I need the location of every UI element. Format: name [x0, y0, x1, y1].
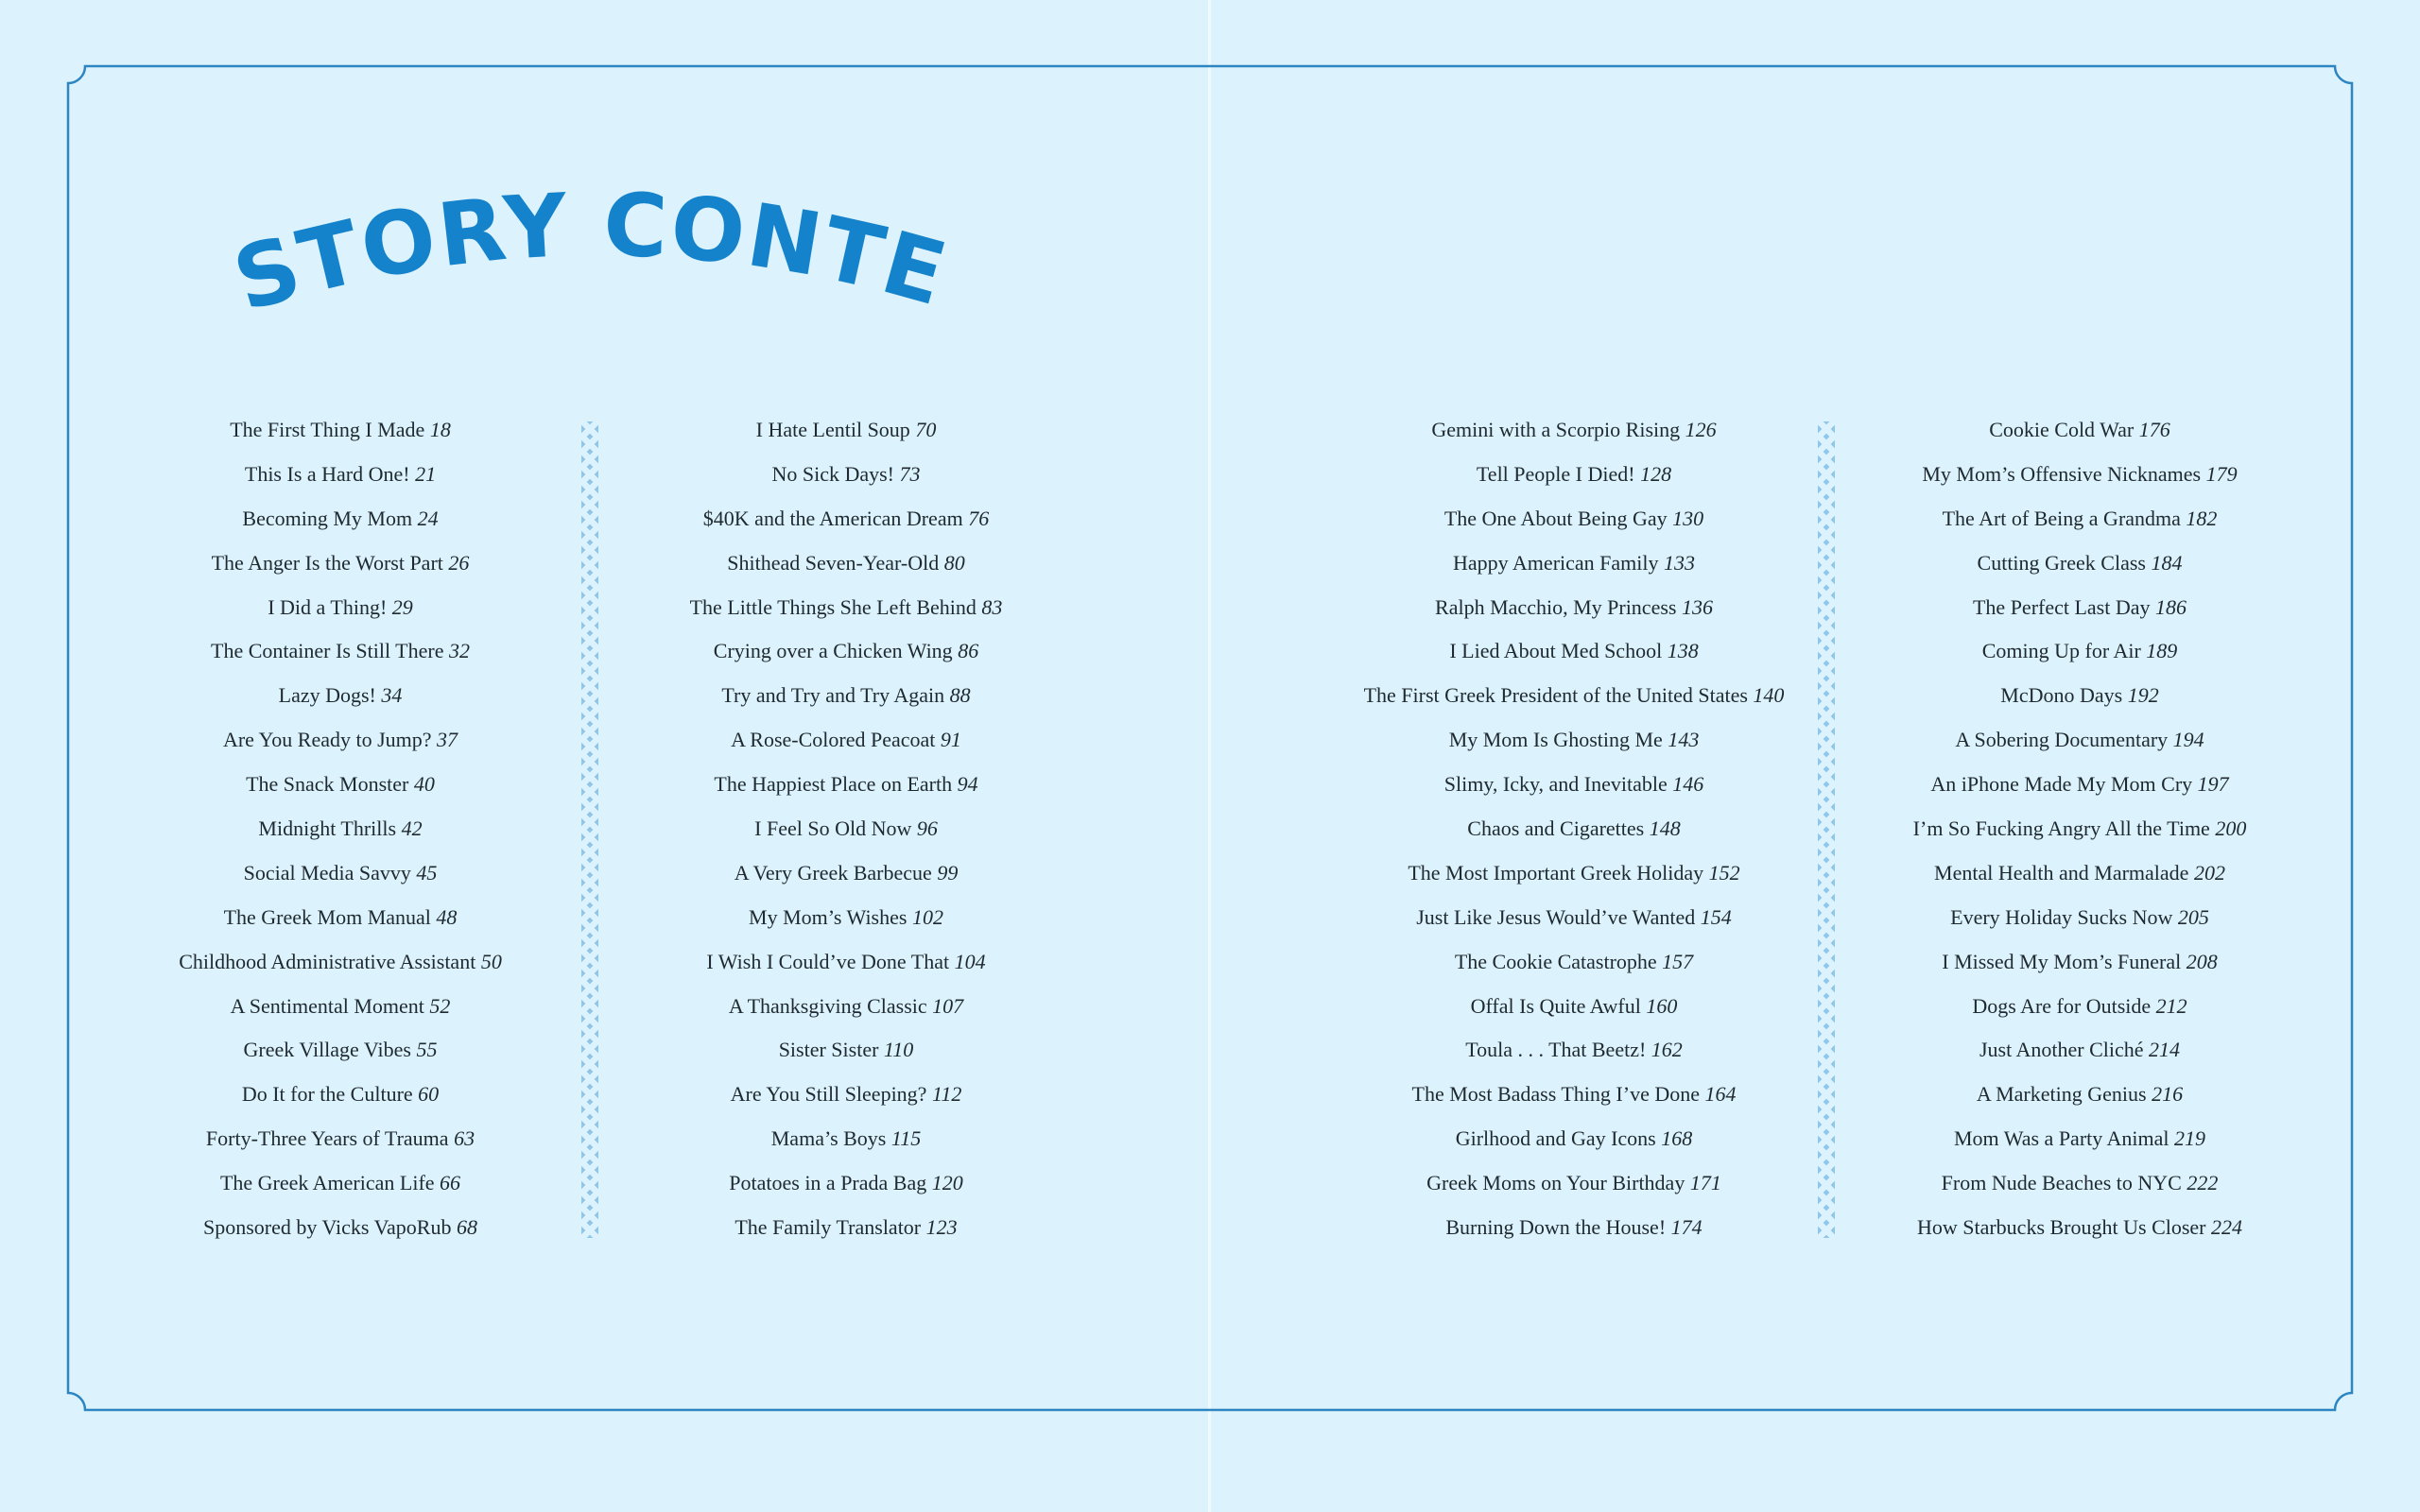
toc-entry-page-number: 224: [2211, 1215, 2243, 1240]
toc-entry-page-number: 48: [436, 904, 458, 929]
toc-entry: [132, 674, 548, 718]
toc-entry-title: Offal Is Quite Awful: [1470, 993, 1641, 1018]
toc-entry-title: The Greek Mom Manual: [223, 904, 431, 929]
toc-entry-title: Social Media Savvy: [243, 860, 411, 885]
toc-column-4: [1872, 408, 2288, 1250]
toc-entry-title: The Perfect Last Day: [1972, 594, 2151, 619]
toc-entry-page-number: 130: [1672, 506, 1704, 530]
toc-entry-page-number: 148: [1649, 816, 1681, 841]
toc-entry-page-number: 40: [413, 772, 435, 797]
toc-entry-page-number: 194: [2172, 728, 2204, 752]
toc-entry-page-number: 91: [940, 728, 961, 752]
patterned-divider: [1818, 421, 1835, 1238]
toc-entry-page-number: 68: [457, 1215, 477, 1240]
toc-entry: [638, 541, 1054, 586]
toc-entry-page-number: 55: [416, 1038, 438, 1062]
toc-entry-page-number: 136: [1681, 594, 1713, 619]
toc-entry-page-number: 174: [1670, 1215, 1703, 1240]
toc-entry: [638, 1206, 1054, 1250]
toc-entry: [1872, 586, 2288, 630]
toc-entry-page-number: 50: [480, 949, 502, 973]
toc-entry: [638, 629, 1054, 674]
toc-entry-title: Are You Ready to Jump?: [222, 728, 432, 752]
toc-entry-page-number: 96: [916, 816, 938, 841]
toc-entry-title: Try and Try and Try Again: [721, 683, 945, 708]
toc-entry: [1872, 896, 2288, 940]
toc-entry-title: The Greek American Life: [219, 1171, 435, 1195]
toc-entry-title: My Mom’s Wishes: [749, 904, 908, 929]
toc-entry-title: Mental Health and Marmalade: [1934, 860, 2189, 885]
toc-entry-page-number: 184: [2151, 550, 2183, 575]
toc-entry-page-number: 18: [429, 418, 451, 441]
toc-entry: [132, 1073, 548, 1117]
toc-entry-page-number: 197: [2197, 772, 2229, 797]
toc-entry-page-number: 45: [416, 860, 438, 885]
toc-entry-title: Dogs Are for Outside: [1972, 993, 2152, 1018]
toc-entry: [1872, 763, 2288, 807]
toc-entry: [1309, 940, 1839, 985]
toc-entry-page-number: 138: [1667, 639, 1699, 663]
toc-entry: [132, 497, 548, 541]
toc-entry-title: A Sobering Documentary: [1955, 728, 2169, 752]
toc-entry-title: Childhood Administrative Assistant: [179, 949, 476, 973]
toc-entry-page-number: 143: [1668, 728, 1700, 752]
toc-entry: [1872, 408, 2288, 453]
toc-entry-title: Lazy Dogs!: [278, 683, 376, 708]
toc-entry-page-number: 168: [1661, 1126, 1693, 1151]
toc-entry-title: Crying over a Chicken Wing: [713, 639, 953, 663]
toc-entry-title: I Lied About Med School: [1449, 639, 1663, 663]
toc-entry-page-number: 200: [2215, 816, 2247, 841]
toc-entry-title: I’m So Fucking Angry All the Time: [1912, 816, 2210, 841]
toc-entry-title: Are You Still Sleeping?: [730, 1082, 927, 1107]
toc-entry: [1872, 541, 2288, 586]
toc-entry-title: The Anger Is the Worst Part: [211, 550, 443, 575]
toc-entry-page-number: 88: [949, 683, 971, 708]
toc-entry: [1872, 1206, 2288, 1250]
toc-entry-page-number: 37: [437, 728, 458, 752]
toc-entry-title: Mom Was a Party Animal: [1953, 1126, 2169, 1151]
toc-entry-page-number: 192: [2127, 683, 2159, 708]
toc-entry-page-number: 182: [2186, 506, 2218, 530]
toc-entry: [1309, 541, 1839, 586]
toc-entry: [1309, 408, 1839, 453]
toc-column-2: [638, 408, 1054, 1250]
toc-entry-title: An iPhone Made My Mom Cry: [1930, 772, 2193, 797]
toc-entry-title: A Rose-Colored Peacoat: [731, 728, 936, 752]
toc-entry-page-number: 162: [1651, 1038, 1683, 1062]
toc-entry: [638, 408, 1054, 453]
toc-entry-title: My Mom Is Ghosting Me: [1448, 728, 1663, 752]
toc-entry-title: A Thanksgiving Classic: [728, 993, 927, 1018]
toc-entry-page-number: 212: [2155, 993, 2187, 1018]
toc-entry-page-number: 214: [2149, 1038, 2181, 1062]
toc-entry: [1872, 807, 2288, 851]
toc-entry: [132, 586, 548, 630]
patterned-divider: [581, 421, 598, 1238]
toc-entry: [638, 896, 1054, 940]
toc-entry-page-number: 115: [890, 1126, 922, 1151]
toc-entry: [638, 807, 1054, 851]
toc-entry-page-number: 146: [1672, 772, 1704, 797]
toc-entry-title: The Most Important Greek Holiday: [1408, 860, 1704, 885]
toc-entry: [638, 1161, 1054, 1206]
toc-entry-page-number: 29: [391, 594, 413, 619]
toc-entry-page-number: 208: [2186, 949, 2218, 973]
toc-entry: [638, 1117, 1054, 1161]
toc-entry: [132, 408, 548, 453]
toc-entry: [638, 453, 1054, 497]
toc-entry: [638, 1028, 1054, 1073]
toc-entry: [1309, 718, 1839, 763]
toc-entry-title: Every Holiday Sucks Now: [1950, 904, 2173, 929]
toc-entry-page-number: 157: [1662, 949, 1694, 973]
toc-entry-page-number: 179: [2205, 461, 2238, 486]
toc-entry: [1309, 851, 1839, 896]
toc-entry: [1872, 851, 2288, 896]
toc-entry-title: The Container Is Still There: [211, 639, 444, 663]
toc-entry-page-number: 128: [1640, 461, 1672, 486]
toc-entry-page-number: 42: [401, 816, 423, 841]
toc-entry-page-number: 186: [2155, 594, 2187, 619]
toc-entry: [132, 1206, 548, 1250]
toc-entry-title: I Did a Thing!: [268, 594, 388, 619]
toc-entry: [1309, 807, 1839, 851]
toc-entry: [638, 718, 1054, 763]
toc-entry-title: Toula . . . That Beetz!: [1465, 1038, 1647, 1062]
toc-entry-page-number: 76: [968, 506, 990, 530]
toc-entry-title: From Nude Beaches to NYC: [1941, 1171, 2182, 1195]
toc-entry-title: I Hate Lentil Soup: [755, 418, 910, 441]
toc-entry: [638, 851, 1054, 896]
toc-entry-title: The First Thing I Made: [230, 418, 425, 441]
toc-entry-page-number: 94: [957, 772, 978, 797]
toc-entry-title: Just Like Jesus Would’ve Wanted: [1416, 904, 1696, 929]
toc-entry: [1309, 674, 1839, 718]
toc-entry-title: Coming Up for Air: [1981, 639, 2141, 663]
toc-entry-title: Gemini with a Scorpio Rising: [1431, 418, 1681, 441]
toc-entry-title: A Very Greek Barbecue: [734, 860, 932, 885]
toc-entry-page-number: 110: [883, 1038, 914, 1062]
toc-entry-page-number: 26: [448, 550, 470, 575]
toc-entry-title: The Art of Being a Grandma: [1942, 506, 2181, 530]
toc-entry-page-number: 171: [1689, 1171, 1721, 1195]
toc-entry-title: The One About Being Gay: [1443, 506, 1668, 530]
toc-entry: [1309, 586, 1839, 630]
toc-entry-title: A Marketing Genius: [1976, 1082, 2147, 1107]
toc-entry-title: The Most Badass Thing I’ve Done: [1411, 1082, 1700, 1107]
toc-entry-title: I Wish I Could’ve Done That: [706, 949, 950, 973]
toc-entry: [638, 940, 1054, 985]
toc-entry-title: Ralph Macchio, My Princess: [1435, 594, 1677, 619]
toc-entry: [1309, 497, 1839, 541]
toc-entry: [132, 629, 548, 674]
toc-entry-title: Just Another Cliché: [1979, 1038, 2144, 1062]
toc-entry-title: Shithead Seven-Year-Old: [727, 550, 940, 575]
toc-entry-title: No Sick Days!: [771, 461, 895, 486]
toc-entry-page-number: 176: [2138, 418, 2170, 441]
toc-entry-page-number: 63: [454, 1126, 475, 1151]
toc-entry-title: I Feel So Old Now: [754, 816, 912, 841]
toc-entry: [1872, 453, 2288, 497]
toc-entry: [132, 851, 548, 896]
toc-entry: [132, 541, 548, 586]
toc-entry: [1309, 1028, 1839, 1073]
page-title-text: STORY CONTENTS: [203, 99, 959, 332]
toc-entry-page-number: 99: [937, 860, 959, 885]
toc-entry-title: The First Greek President of the United States: [1363, 683, 1748, 708]
toc-entry-page-number: 154: [1700, 904, 1732, 929]
toc-entry-page-number: 123: [925, 1215, 958, 1240]
toc-entry: [1309, 453, 1839, 497]
toc-entry-page-number: 66: [440, 1171, 461, 1195]
toc-entry-page-number: 52: [429, 993, 451, 1018]
toc-entry-page-number: 216: [2152, 1082, 2184, 1107]
page-title: [203, 99, 969, 332]
toc-entry-title: Slimy, Icky, and Inevitable: [1443, 772, 1668, 797]
toc-entry-title: McDono Days: [2000, 683, 2123, 708]
toc-entry: [1309, 985, 1839, 1029]
toc-entry: [132, 763, 548, 807]
toc-entry-page-number: 104: [954, 949, 986, 973]
toc-entry-page-number: 80: [943, 550, 965, 575]
toc-entry-title: $40K and the American Dream: [702, 506, 963, 530]
toc-entry-page-number: 133: [1664, 550, 1695, 575]
toc-entry-title: Mama’s Boys: [770, 1126, 887, 1151]
toc-entry-page-number: 21: [415, 461, 437, 486]
toc-entry-page-number: 222: [2187, 1171, 2219, 1195]
toc-entry: [638, 985, 1054, 1029]
toc-entry: [132, 1028, 548, 1073]
toc-entry-title: Greek Moms on Your Birthday: [1426, 1171, 1685, 1195]
toc-entry: [1872, 1117, 2288, 1161]
toc-entry-title: This Is a Hard One!: [244, 461, 410, 486]
toc-entry-title: A Sentimental Moment: [230, 993, 424, 1018]
toc-entry: [132, 1117, 548, 1161]
toc-entry-page-number: 102: [911, 904, 943, 929]
toc-entry: [132, 985, 548, 1029]
toc-entry: [132, 896, 548, 940]
toc-entry: [1872, 940, 2288, 985]
toc-entry: [1309, 1206, 1839, 1250]
toc-entry: [1309, 629, 1839, 674]
toc-entry-title: Sister Sister: [778, 1038, 879, 1062]
toc-entry-title: The Family Translator: [735, 1215, 922, 1240]
toc-entry-page-number: 140: [1753, 683, 1785, 708]
toc-entry: [1872, 674, 2288, 718]
toc-entry-title: Sponsored by Vicks VapoRub: [203, 1215, 452, 1240]
toc-entry-page-number: 160: [1646, 993, 1678, 1018]
toc-entry-page-number: 120: [931, 1171, 963, 1195]
toc-entry: [1872, 1161, 2288, 1206]
toc-entry-page-number: 152: [1708, 860, 1740, 885]
toc-entry-page-number: 202: [2193, 860, 2225, 885]
toc-entry-title: Potatoes in a Prada Bag: [729, 1171, 927, 1195]
toc-entry: [1872, 985, 2288, 1029]
toc-entry-title: The Little Things She Left Behind: [689, 594, 977, 619]
toc-entry: [132, 940, 548, 985]
toc-entry-page-number: 70: [915, 418, 937, 441]
toc-entry-title: Tell People I Died!: [1476, 461, 1635, 486]
toc-entry-title: Cookie Cold War: [1989, 418, 2135, 441]
toc-entry-title: My Mom’s Offensive Nicknames: [1922, 461, 2202, 486]
toc-entry: [1872, 1073, 2288, 1117]
toc-entry: [132, 718, 548, 763]
toc-entry-page-number: 34: [381, 683, 403, 708]
toc-entry: [1309, 896, 1839, 940]
toc-entry: [1872, 718, 2288, 763]
toc-entry: [132, 453, 548, 497]
toc-entry: [132, 1161, 548, 1206]
toc-entry: [638, 674, 1054, 718]
toc-entry-page-number: 60: [418, 1082, 440, 1107]
toc-entry-page-number: 107: [932, 993, 964, 1018]
toc-entry-page-number: 24: [417, 506, 439, 530]
toc-entry-title: Forty-Three Years of Trauma: [205, 1126, 449, 1151]
toc-entry-title: The Cookie Catastrophe: [1454, 949, 1657, 973]
toc-entry-title: How Starbucks Brought Us Closer: [1916, 1215, 2206, 1240]
toc-entry-title: The Happiest Place on Earth: [714, 772, 953, 797]
toc-entry-page-number: 73: [899, 461, 921, 486]
toc-entry-page-number: 219: [2174, 1126, 2206, 1151]
toc-entry-title: I Missed My Mom’s Funeral: [1942, 949, 2182, 973]
toc-entry: [1872, 1028, 2288, 1073]
toc-entry-title: Becoming My Mom: [242, 506, 413, 530]
toc-entry: [638, 1073, 1054, 1117]
toc-entry-page-number: 83: [981, 594, 1003, 619]
toc-entry-title: Chaos and Cigarettes: [1467, 816, 1645, 841]
toc-entry-title: Happy American Family: [1452, 550, 1659, 575]
toc-entry: [1309, 1073, 1839, 1117]
toc-entry: [132, 807, 548, 851]
toc-entry-page-number: 164: [1704, 1082, 1737, 1107]
toc-entry: [1309, 763, 1839, 807]
toc-entry-title: Girlhood and Gay Icons: [1455, 1126, 1656, 1151]
toc-entry-title: Burning Down the House!: [1445, 1215, 1667, 1240]
toc-entry-title: The Snack Monster: [246, 772, 409, 797]
toc-column-3: [1309, 408, 1839, 1250]
toc-entry-title: Greek Village Vibes: [243, 1038, 411, 1062]
toc-entry-page-number: 189: [2146, 639, 2178, 663]
toc-entry: [638, 763, 1054, 807]
toc-entry-title: Cutting Greek Class: [1977, 550, 2146, 575]
toc-entry: [1872, 629, 2288, 674]
toc-entry: [1309, 1117, 1839, 1161]
toc-entry-page-number: 86: [958, 639, 979, 663]
toc-entry-page-number: 32: [448, 639, 470, 663]
toc-entry-page-number: 126: [1685, 418, 1717, 441]
toc-entry: [638, 586, 1054, 630]
toc-entry: [1872, 497, 2288, 541]
toc-entry: [1309, 1161, 1839, 1206]
toc-column-1: [132, 408, 548, 1250]
toc-entry: [638, 497, 1054, 541]
toc-entry-title: Midnight Thrills: [258, 816, 397, 841]
toc-entry-page-number: 205: [2177, 904, 2209, 929]
toc-entry-page-number: 112: [931, 1082, 962, 1107]
toc-entry-title: Do It for the Culture: [241, 1082, 413, 1107]
